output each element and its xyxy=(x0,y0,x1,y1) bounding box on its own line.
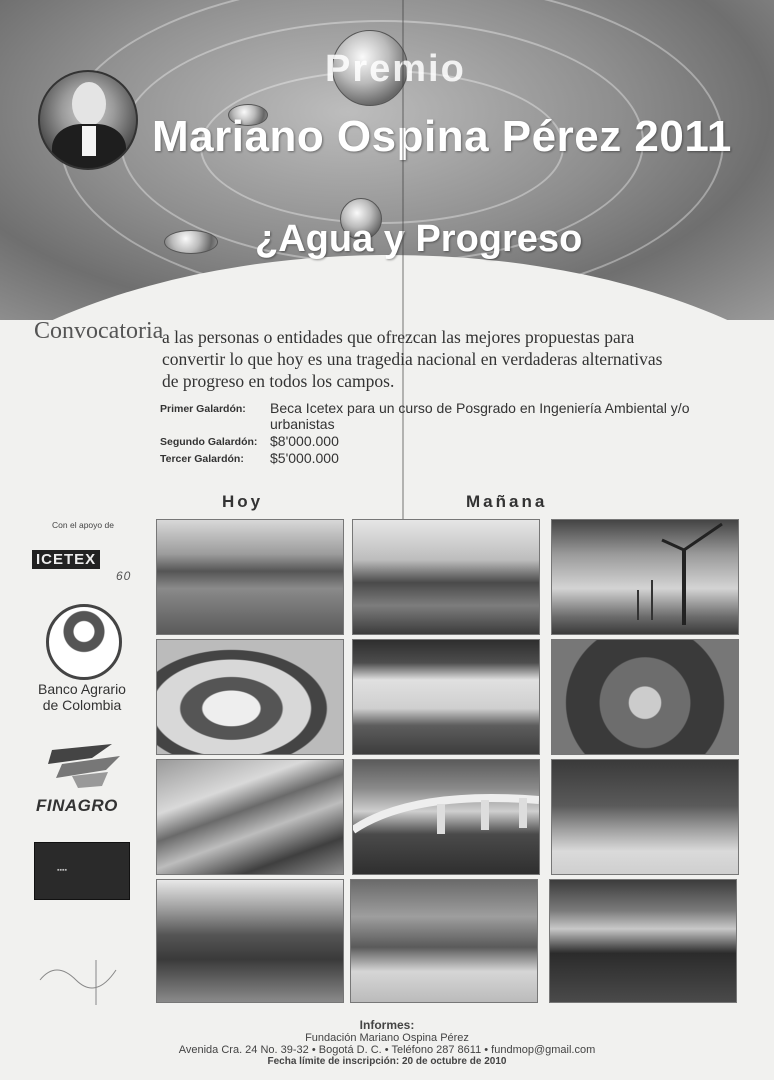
award-subtitle: ¿Agua y Progreso xyxy=(255,218,583,260)
sponsor-support-label: Con el apoyo de xyxy=(52,520,114,530)
photo-destroyed-house xyxy=(156,879,344,1003)
footer-info xyxy=(0,1018,774,1067)
column-header-tomorrow: Mañana xyxy=(466,492,548,511)
prize-label: Segundo Galardón: xyxy=(160,436,258,448)
photo-flood-aerial xyxy=(156,639,344,755)
sponsor-sidebar xyxy=(28,520,138,530)
portrait-image xyxy=(38,70,138,170)
prize-value: $8'000.000 xyxy=(270,433,339,449)
prize-label: Tercer Galardón: xyxy=(160,453,244,465)
photo-road-tunnel xyxy=(551,759,739,875)
bridge-icon xyxy=(353,760,539,874)
finagro-name: FINAGRO xyxy=(36,796,118,815)
photo-landslide xyxy=(156,759,344,875)
footer-deadline: Fecha límite de inscripción: 20 de octubre de 2010 xyxy=(267,1056,507,1067)
wind-turbine-icon xyxy=(552,520,738,634)
prize-value: Beca Icetex para un curso de Posgrado en Ingeniería Ambiental y/o urbanistas xyxy=(270,400,690,432)
banco-agrario-name: Banco Agrario de Colombia xyxy=(38,681,126,713)
photo-bridge xyxy=(352,759,540,875)
foundation-logo xyxy=(36,950,132,1010)
icetex-logo: ICETEX 60 xyxy=(32,551,100,568)
footer-address: Avenida Cra. 24 No. 39-32 • Bogotá D. C. • Teléfono 287 8611 • fundmop@gmail.com xyxy=(178,1044,596,1056)
finagro-logo-icon xyxy=(42,740,126,790)
sponsor-logo-dark: ▪▪▪▪ xyxy=(34,842,130,900)
prize-row xyxy=(160,400,750,432)
foundation-signature-icon xyxy=(36,950,132,1010)
prize-row xyxy=(160,433,750,449)
photo-flooded-town xyxy=(156,519,344,635)
photo-wind-turbines xyxy=(551,519,739,635)
photo-solar-panels xyxy=(549,879,737,1003)
prize-row xyxy=(160,450,750,466)
prize-value: $5'000.000 xyxy=(270,450,339,466)
column-header-today: Hoy xyxy=(222,492,264,511)
convocatoria-text: a las personas o entidades que ofrezcan las mejores propuestas para convertir lo que hoy es una tragedia nacional en verdaderas alternativas de progreso en todos los campos. xyxy=(162,327,663,391)
award-kicker: Premio xyxy=(325,48,466,90)
photo-farmer-planting xyxy=(352,519,540,635)
award-title: Mariano Ospina Pérez 2011 xyxy=(152,112,732,161)
footer-info-label: Informes: xyxy=(359,1018,415,1032)
photo-fishing xyxy=(551,639,739,755)
banco-agrario-logo-icon xyxy=(46,604,122,680)
convocatoria-label: Convocatoria xyxy=(34,318,164,344)
photo-lake-landscape xyxy=(352,639,540,755)
prize-label: Primer Galardón: xyxy=(160,403,246,415)
water-drop-icon xyxy=(164,230,218,254)
footer-foundation: Fundación Mariano Ospina Pérez xyxy=(305,1032,469,1044)
photo-housing-project xyxy=(350,879,538,1003)
prize-list xyxy=(160,400,750,467)
